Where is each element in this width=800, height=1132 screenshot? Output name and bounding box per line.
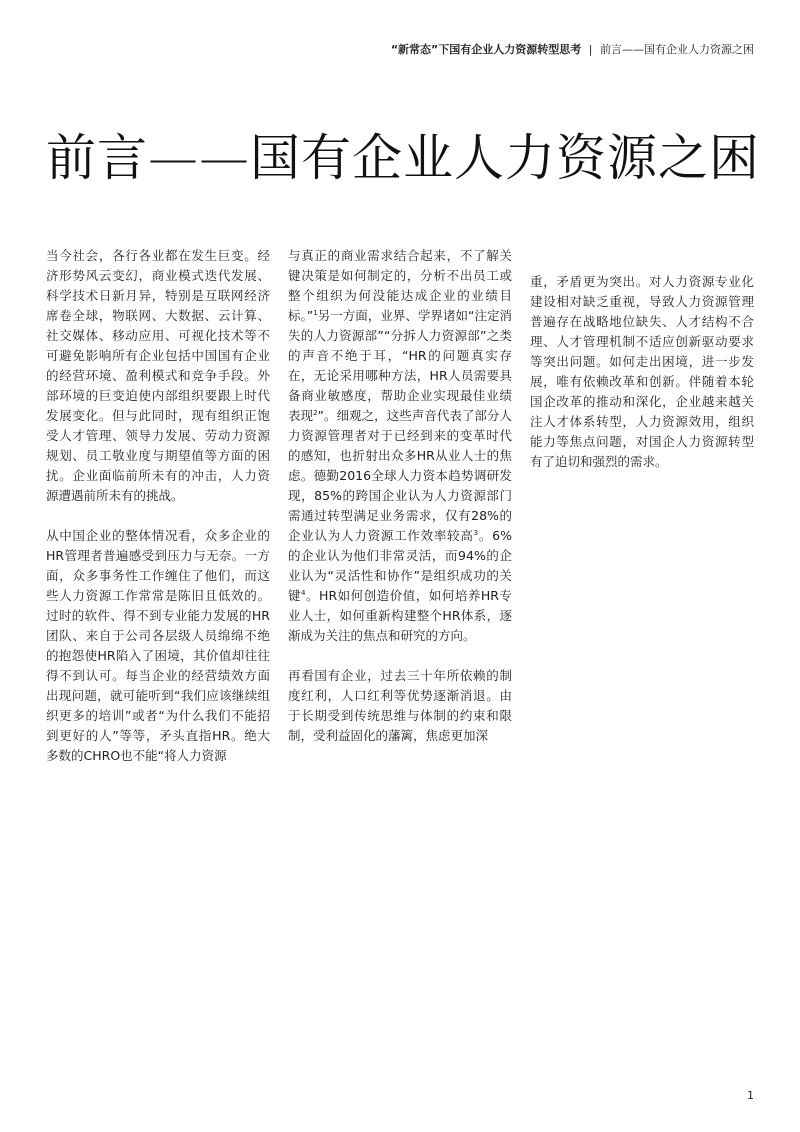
text-run: 与真正的商业需求结合起来，不了解关键决策是如何制定的，分析不出员工或整个组织为何没能达成企业的业绩目标。” [288,248,512,323]
paragraph: 当今社会，各行各业都在发生巨变。经济形势风云变幻，商业模式迭代发展、科学技术日新月异，特别是互联网经济席卷全球，物联网、大数据、云计算、社交媒体、移动应用、可视化技术等不可避免影响所有企业包括中国国有企业的经营环境、盈利模式和竞争手段。外部环境的巨变迫使内部组织要跟上时代发展变化。但与此同时，现有组织正饱受人才管理、领导力发展、劳动力资源规划、员工敬业度与期望值等方面的困扰。企业面临前所未有的冲击，人力资源遭遇前所未有的挑战。 [46,248,270,503]
footnote-ref: 3 [473,528,479,537]
text-column-3 [530,272,754,492]
page-title: 前言——国有企业人力资源之困 [46,129,760,187]
footnote-ref: 1 [313,308,318,317]
header-section-title: 前言——国有企业人力资源之困 [600,43,754,56]
text-column-2 [288,246,512,766]
footnote-ref: 2 [313,408,318,417]
header-report-title: “新常态”下国有企业人力资源转型思考 [390,43,582,56]
footnote-ref: 4 [301,588,306,597]
paragraph: 再看国有企业，过去三十年所依赖的制度红利，人口红利等优势逐渐消退。由于长期受到传统思维与体制的约束和限制，受利益固化的藩篱，焦虑更加深 [288,668,512,743]
paragraph: 重，矛盾更为突出。对人力资源专业化建设相对缺乏重视，导致人力资源管理普遍存在战略地位缺失、人才结构不合理、人才管理机制不适应创新驱动要求等突出问题。如何走出困境，进一步发展，唯有依赖改革和创新。伴随着本轮国企改革的推动和深化，企业越来越关注人才体系转型，人力资源效用，组织能力等焦点问题，对国企人力资源转型有了迫切和强烈的需求。 [530,274,754,469]
running-header [391,41,754,57]
page-number: 1 [747,1089,754,1102]
text-run: ”。细观之，这些声音代表了部分人力资源管理者对于已经到来的变革时代的感知，也折射出众多HR从业人士的焦虑。德勤2016全球人力资本趋势调研发现，85%的跨国企业认为人力资源部门需通过转型满足业务需求，仅有28%的企业认为人力资源工作效率较高 [288,408,512,543]
paragraph [288,246,512,646]
text-run: 另一方面，业界、学界诸如“注定消失的人力资源部”“分拆人力资源部”之类的声音不绝于耳，“HR的问题真实存在，无论采用哪种方法，HR人员需要具备商业敏感度，帮助企业实现最佳业绩表现 [288,308,512,423]
text-run: 。6%的企业认为他们非常灵活，而94%的企业认为“灵活性和协作”是组织成功的关键 [288,528,512,603]
paragraph: 从中国企业的整体情况看，众多企业的HR管理者普遍感受到压力与无奈。一方面，众多事务性工作缠住了他们，而这些人力资源工作常常是陈旧且低效的。过时的软件、得不到专业能力发展的HR团队、来自于公司各层级人员绵绵不绝的抱怨使HR陷入了困境，其价值却往往得不到认可。每当企业的经营绩效方面出现问题，就可能听到“我们应该继续组织更多的培训”或者“为什么我们不能招到更好的人”等等，矛头直指HR。绝大多数的CHRO也不能“将人力资源 [46,528,270,763]
text-column-1 [46,246,270,786]
header-separator: | [588,43,593,56]
text-run: 。HR如何创造价值，如何培养HR专业人士，如何重新构建整个HR体系，逐渐成为关注的焦点和研究的方向。 [288,588,512,643]
